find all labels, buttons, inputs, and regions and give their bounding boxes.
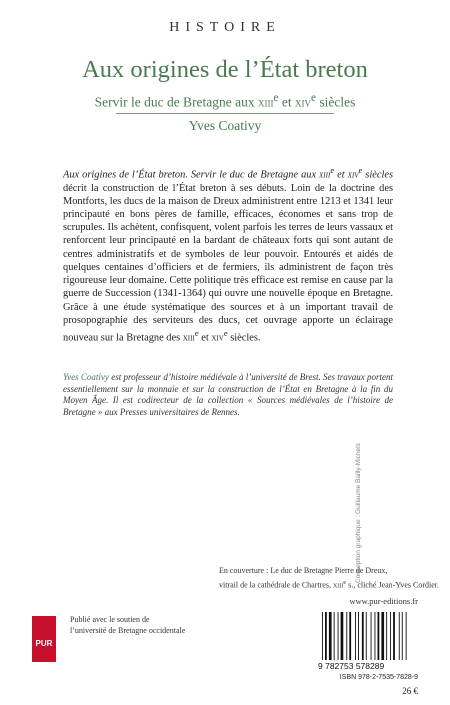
bio-collection: « Sources médiévales de l’histoire de Bretagne » xyxy=(63,395,393,417)
subtitle-pre: Servir le duc de Bretagne aux xyxy=(94,94,259,110)
author-bio xyxy=(63,372,393,418)
desc-sup-3: e xyxy=(194,327,199,338)
desc-sup-4: e xyxy=(223,327,228,338)
barcode-bar xyxy=(406,612,407,660)
isbn-number: ISBN 978-2-7535-7828-9 xyxy=(339,674,418,681)
subtitle-post: siècles xyxy=(316,94,356,110)
cover-credit-pre: vitrail de la cathédrale de Chartres, xyxy=(219,580,333,590)
publisher-website[interactable]: www.pur-editions.fr xyxy=(349,596,418,606)
support-line-2: l’université de Bretagne occidentale xyxy=(70,626,186,635)
book-description xyxy=(63,164,393,345)
cover-credit xyxy=(219,565,439,592)
author-name: Yves Coativy xyxy=(188,118,262,133)
barcode-bar xyxy=(386,612,387,660)
desc-and-italic: et xyxy=(334,169,348,181)
barcode-bar xyxy=(338,612,339,660)
desc-century-4: xiv xyxy=(211,332,224,344)
barcode-bar xyxy=(346,612,347,660)
barcode-bar xyxy=(402,612,403,660)
cover-credit-sup: e xyxy=(343,579,347,586)
price: 26 € xyxy=(402,686,418,696)
barcode-digits: 9 782753 578289 xyxy=(318,661,385,671)
desc-body: décrit la construction de l’État breton à ses débuts. Loin de la doctrine des Montforts, les ducs de la maison de Dreux administrent entre 1213 et 1341 leur principauté en bons pères de famille, efficaces, économes et sans trop de scrupules. Ils achètent, confisquent, volent parfois les terres de leurs vassaux et renforcent leur principauté en la bardant de châteaux forts qui sont autant de centres administratifs et de symboles de leur pouvoir. Entourés et aidés de quelques centaines d’officiers et de fermiers, ils administrent de façon très rigoureuse leur domaine. Cette politique très efficace est remise en cause par la guerre de Succession (1341-1364) qui ouvre une nouvelle époque en Bretagne. Grâce à une étude systématique des sources et à un important travail de prosopographie des serviteurs des ducs, cet ouvrage apporte un éclairage nouveau sur la Bretagne des xyxy=(63,182,393,344)
barcode-bar xyxy=(375,612,376,660)
bio-author-name: Yves Coativy xyxy=(63,372,109,382)
logo-text: PUR xyxy=(35,639,53,648)
desc-sup-1: e xyxy=(330,165,335,175)
barcode-bar xyxy=(358,612,359,660)
barcode-bar xyxy=(371,612,372,660)
barcode-bar xyxy=(378,612,380,660)
barcode-bar xyxy=(322,612,323,660)
bio-text-1: est professeur d’histoire médiévale à l’université de Brest. Ses travaux portent essentiellement sur la monnaie et sur la construction de l’État en Bretagne à la fin du Moyen Âge. Il est codirecteur de la collection xyxy=(63,372,393,406)
cover-credit-post: s., cliché Jean-Yves Cordier. xyxy=(346,580,439,590)
barcode-bar xyxy=(362,612,364,660)
pur-logo-icon xyxy=(32,616,56,662)
desc-century-2: xiv xyxy=(347,169,359,181)
desc-end: siècles. xyxy=(227,332,261,344)
support-notice xyxy=(70,614,220,636)
title-divider xyxy=(116,113,334,114)
barcode-bar xyxy=(381,612,384,660)
barcode-bar xyxy=(355,612,356,660)
barcode-bar xyxy=(390,612,391,660)
cover-credit-line-1: En couverture : Le duc de Bretagne Pierre de Dreux, xyxy=(219,566,388,575)
barcode-bar xyxy=(393,612,395,660)
support-line-1: Publié avec le soutien de xyxy=(70,615,150,624)
cover-credit-line-2 xyxy=(219,577,439,592)
book-subtitle xyxy=(0,92,450,111)
barcode-icon xyxy=(320,612,418,662)
barcode-bar xyxy=(366,612,367,660)
subtitle-sup-1: e xyxy=(273,92,279,104)
subtitle-century-1: xiii xyxy=(258,94,274,110)
desc-siecles-italic: siècles xyxy=(362,169,393,181)
barcode-bar xyxy=(399,612,400,660)
barcode-bar xyxy=(341,612,344,660)
desc-century-3: xiii xyxy=(182,332,195,344)
desc-title-italic: Aux origines de l’État breton. Servir le duc de Bretagne aux xyxy=(63,169,320,181)
barcode-bar xyxy=(334,612,335,660)
series-label: HISTOIRE xyxy=(169,20,281,35)
subtitle-mid: et xyxy=(278,94,296,110)
book-title: Aux origines de l’État breton xyxy=(82,56,368,83)
barcode-bar xyxy=(325,612,327,660)
subtitle-century-2: xiv xyxy=(295,94,312,110)
cover-credit-century: xiii xyxy=(332,580,344,590)
barcode-bar xyxy=(349,612,351,660)
desc-sup-2: e xyxy=(358,165,363,175)
design-credit: Conception graphique : Guillaume Bailly-Michels xyxy=(355,443,362,583)
desc-century-1: xiii xyxy=(319,169,331,181)
barcode-bar xyxy=(329,612,332,660)
desc-and-2: et xyxy=(198,332,212,344)
bio-text-2: aux Presses universitaires de Rennes. xyxy=(102,406,240,417)
subtitle-sup-2: e xyxy=(311,92,317,104)
